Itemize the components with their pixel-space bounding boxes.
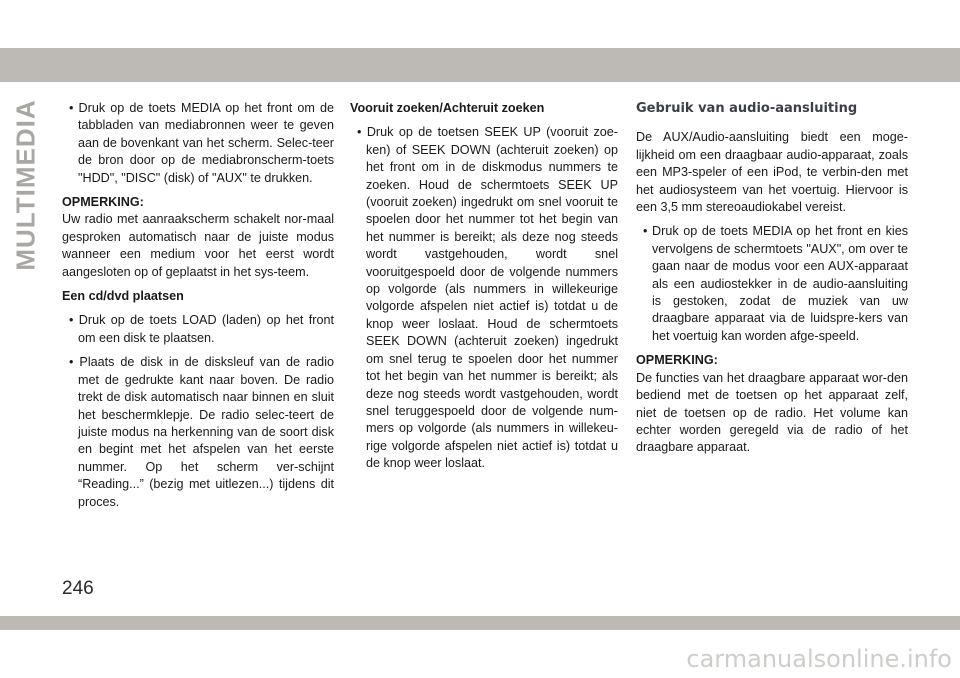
- watermark-text: carmanualsonline.info: [686, 645, 952, 673]
- column-right: [636, 100, 908, 464]
- page-number: 246: [62, 578, 94, 599]
- paragraph-aux-intro: De AUX/Audio-aansluiting biedt een moge-lijkheid om een draagbaar audio-apparaat, zoals een MP3-speler of een iPod, te verbin-den met het audiosysteem van het voertuig. Hiervoor is een 3,5 mm stereoaudiokabel vereist.: [636, 130, 908, 215]
- section-label: MULTIMEDIA: [10, 99, 41, 271]
- header-band: [0, 48, 960, 82]
- column-middle: [350, 100, 618, 480]
- section-tab: [6, 99, 46, 271]
- note-text: Uw radio met aanraakscherm schakelt nor-maal gesproken automatisch naar de juiste modus wanneer een medium voor het eerst wordt aangesloten op of geplaatst in het sys-teem.: [62, 212, 334, 279]
- heading-audio-aansluiting: Gebruik van audio-aansluiting: [636, 101, 858, 116]
- note-label: OPMERKING:: [62, 195, 144, 210]
- note-text-right: De functies van het draagbare apparaat wor-den bediend met de toetsen op het apparaat zelf, niet de toetsen op de radio. Het volume kan echter worden geregeld via de radio of het draagbare apparaat.: [636, 370, 908, 455]
- column-left: [62, 100, 334, 518]
- bullet-disk-plaatsen: • Plaats de disk in de disksleuf van de radio met de gedrukte kant naar boven. De radio trekt de disk automatisch naar binnen en sluit het beschermklepje. De radio selec-teert de juiste modus na herkenning van de soort disk en begint met het afspelen van het eerste nummer. Op het scherm ver-schijnt “Reading...” (bezig met uitlezen...) tijdens dit proces.: [69, 355, 334, 509]
- note-label-right: OPMERKING:: [636, 353, 718, 368]
- bullet-load-toets: • Druk op de toets LOAD (laden) op het front om een disk te plaatsen.: [69, 313, 334, 345]
- footer-band: [0, 616, 960, 630]
- subheading-seek: Vooruit zoeken/Achteruit zoeken: [350, 101, 545, 115]
- bullet-aux-mode: • Druk op de toets MEDIA op het front en kies vervolgens de schermtoets "AUX", om over te gaan naar de modus voor een AUX-apparaat als een audiostekker in de audio-aansluiting is gestoken, zodat de muziek van uw draagbare apparaat via de luidspre-kers van het voertuig kan worden afge-speeld.: [643, 224, 908, 343]
- bullet-seek: • Druk op de toetsen SEEK UP (vooruit zoe-ken) of SEEK DOWN (achteruit zoeken) op het front om in de diskmodus nummers te zoeken. Houd de schermtoets SEEK UP (vooruit zoeken) ingedrukt om snel vooruit te spoelen door het nummer tot het begin van het nummer is bereikt; als deze nog steeds wordt vastgehouden, wordt snel vooruitgespoeld door de volgende nummers op volgorde (als nummers in willekeurige volgorde afspelen niet actief is) totdat u de knop weer loslaat. Houd de schermtoets SEEK DOWN (achteruit zoeken) ingedrukt om snel terug te spoelen door het nummer tot het begin van het nummer is bereikt; als deze nog steeds wordt vastgehouden, wordt snel teruggespoeld door de volgende num-mers op volgorde (als nummers in willekeu-rige volgorde afspelen niet actief is) totdat u de knop weer loslaat.: [357, 125, 618, 471]
- bullet-media-toets: • Druk op de toets MEDIA op het front om de tabbladen van mediabronnen weer te geven aan de bovenkant van het scherm. Selec-teer de bron door op de mediabronscherm-toets "HDD", "DISC" (disk) of "AUX" te drukken.: [69, 101, 334, 185]
- subheading-cd-plaatsen: Een cd/dvd plaatsen: [62, 289, 184, 304]
